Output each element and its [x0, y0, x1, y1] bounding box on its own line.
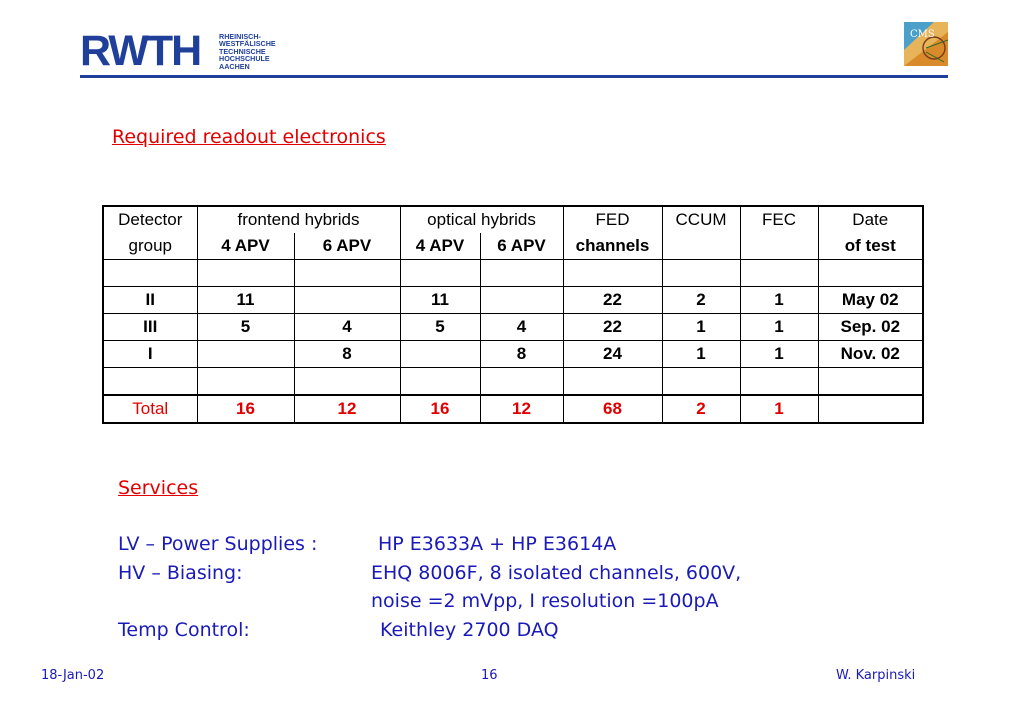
readout-title: Required readout electronics	[112, 126, 386, 148]
header-cell: FEC	[740, 206, 818, 233]
total-cell: 16	[400, 395, 480, 423]
total-cell: 1	[740, 395, 818, 423]
page-number: 16	[481, 668, 498, 683]
table-row-empty	[103, 368, 923, 396]
table-cell: 11	[197, 287, 294, 314]
table-cell: III	[103, 314, 197, 341]
table-cell: 1	[740, 287, 818, 314]
total-cell: 12	[294, 395, 400, 423]
services-title: Services	[118, 477, 199, 499]
header-cell: CCUM	[662, 206, 740, 233]
header-cell: Detector	[103, 206, 197, 233]
header-cell: 4 APV	[197, 233, 294, 260]
header-cell: 4 APV	[400, 233, 480, 260]
table-cell: 8	[480, 341, 563, 368]
table-cell: 4	[294, 314, 400, 341]
rwth-logo	[80, 27, 290, 75]
header-rule	[80, 75, 948, 78]
service-label: HV – Biasing:	[118, 562, 243, 584]
total-cell: 2	[662, 395, 740, 423]
header-cell: 6 APV	[480, 233, 563, 260]
table-header-row	[103, 206, 923, 233]
total-cell: 12	[480, 395, 563, 423]
header-cell: FED	[563, 206, 662, 233]
table-row	[103, 314, 923, 341]
total-cell: 68	[563, 395, 662, 423]
table-cell: 24	[563, 341, 662, 368]
table-cell	[480, 287, 563, 314]
header-cell: of test	[818, 233, 923, 260]
table-cell: Nov. 02	[818, 341, 923, 368]
service-value: EHQ 8006F, 8 isolated channels, 600V,	[371, 562, 742, 584]
logo-subtitle	[219, 33, 276, 70]
table-row-empty	[103, 260, 923, 287]
header-cell: frontend hybrids	[197, 206, 400, 233]
header-cell: group	[103, 233, 197, 260]
total-cell: 16	[197, 395, 294, 423]
service-value: Keithley 2700 DAQ	[374, 619, 559, 641]
table-row	[103, 287, 923, 314]
service-label: Temp Control:	[118, 619, 250, 641]
table-header-row	[103, 233, 923, 260]
table-cell: 1	[740, 341, 818, 368]
table-cell: 5	[197, 314, 294, 341]
logo-word: RWTH	[80, 27, 201, 75]
header-cell: channels	[563, 233, 662, 260]
cms-logo-text: CMS	[910, 29, 935, 40]
table-cell	[294, 287, 400, 314]
footer-author: W. Karpinski	[836, 668, 916, 683]
logo-sub-line: TECHNISCHE	[219, 46, 266, 56]
logo-sub-line: HOCHSCHULE	[219, 54, 270, 64]
table-cell: 11	[400, 287, 480, 314]
service-value: noise =2 mVpp, I resolution =100pA	[371, 590, 719, 612]
table-cell: 1	[662, 314, 740, 341]
table-cell: II	[103, 287, 197, 314]
service-value: HP E3633A + HP E3614A	[378, 533, 617, 555]
total-cell	[818, 395, 923, 423]
logo-sub-line: WESTFÄLISCHE	[219, 39, 276, 49]
logo-sub-line: RHEINISCH-	[219, 32, 261, 41]
total-cell: Total	[103, 395, 197, 423]
table-cell: 22	[563, 314, 662, 341]
table-cell	[197, 341, 294, 368]
table-cell: 5	[400, 314, 480, 341]
table-total-row	[103, 395, 923, 423]
header-cell	[740, 233, 818, 260]
table-cell: 1	[662, 341, 740, 368]
cms-logo-icon	[904, 22, 948, 66]
header-cell: Date	[818, 206, 923, 233]
service-label: LV – Power Supplies :	[118, 533, 318, 555]
footer-date: 18-Jan-02	[41, 668, 105, 683]
header-cell: optical hybrids	[400, 206, 563, 233]
table-cell: 22	[563, 287, 662, 314]
table-cell: May 02	[818, 287, 923, 314]
table-cell: 1	[740, 314, 818, 341]
table-cell: 4	[480, 314, 563, 341]
header-cell: 6 APV	[294, 233, 400, 260]
table-cell	[400, 341, 480, 368]
table-cell: 2	[662, 287, 740, 314]
table-cell: I	[103, 341, 197, 368]
table-cell: Sep. 02	[818, 314, 923, 341]
readout-table	[102, 205, 924, 424]
table-row	[103, 341, 923, 368]
logo-sub-line: AACHEN	[219, 61, 250, 71]
header-cell	[662, 233, 740, 260]
table-cell: 8	[294, 341, 400, 368]
